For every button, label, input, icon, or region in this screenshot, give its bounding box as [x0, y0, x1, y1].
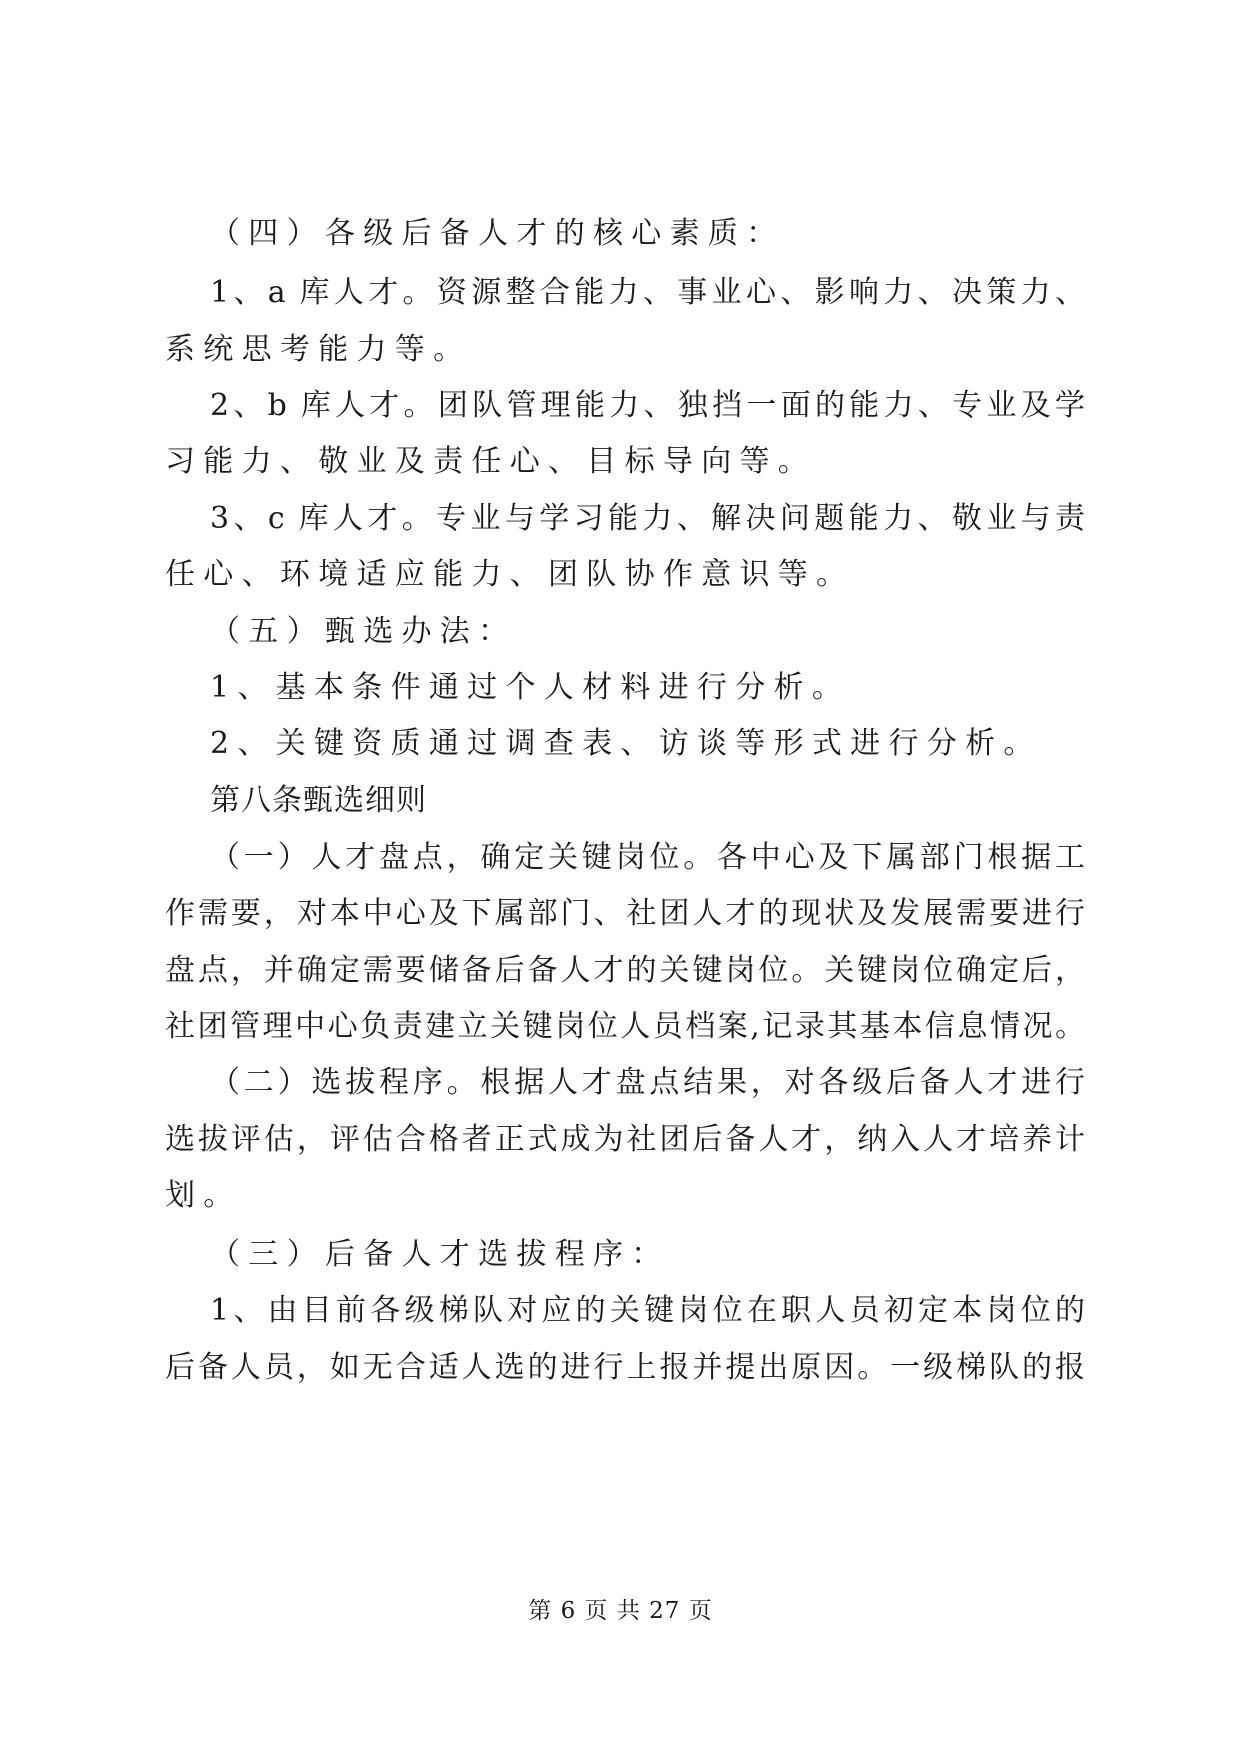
page-footer: 第 6 页 共 27 页	[528, 1598, 713, 1624]
paragraph-line: 2、关键资质通过调查表、访谈等形式进行分析。	[210, 726, 1042, 761]
paragraph-line: 社团管理中心负责建立关键岗位人员档案,记录其基本信息情况。	[165, 1009, 1085, 1044]
heading-selection-method: （五）甄选办法：	[210, 614, 517, 649]
paragraph-line: 作需要，对本中心及下属部门、社团人才的现状及发展需要进行	[165, 896, 1085, 931]
heading-selection-procedure: （三）后备人才选拔程序：	[210, 1237, 670, 1272]
paragraph-line: （二）选拔程序。根据人才盘点结果，对各级后备人才进行	[210, 1065, 1085, 1100]
paragraph-line: 盘点，并确定需要储备后备人才的关键岗位。关键岗位确定后，	[165, 953, 1085, 988]
paragraph-line: 后备人员，如无合适人选的进行上报并提出原因。一级梯队的报	[165, 1350, 1085, 1385]
paragraph-line: 3、c 库人才。专业与学习能力、解决问题能力、敬业与责	[210, 501, 1085, 536]
heading-core-qualities: （四）各级后备人才的核心素质：	[210, 216, 785, 251]
paragraph-line: 1、a 库人才。资源整合能力、事业心、影响力、决策力、	[210, 275, 1085, 310]
paragraph-line: 习能力、敬业及责任心、目标导向等。	[165, 444, 817, 479]
paragraph-line: 系统思考能力等。	[165, 332, 472, 367]
paragraph-line: 1、由目前各级梯队对应的关键岗位在职人员初定本岗位的	[210, 1293, 1085, 1328]
paragraph-line: 划。	[165, 1178, 242, 1213]
article-heading: 第八条甄选细则	[210, 783, 427, 818]
paragraph-line: （一）人才盘点，确定关键岗位。各中心及下属部门根据工	[210, 840, 1085, 875]
paragraph-line: 任心、环境适应能力、团队协作意识等。	[165, 557, 855, 592]
paragraph-line: 1、基本条件通过个人材料进行分析。	[210, 670, 851, 705]
paragraph-line: 2、b 库人才。团队管理能力、独挡一面的能力、专业及学	[210, 388, 1085, 423]
paragraph-line: 选拔评估，评估合格者正式成为社团后备人才，纳入人才培养计	[165, 1122, 1085, 1157]
